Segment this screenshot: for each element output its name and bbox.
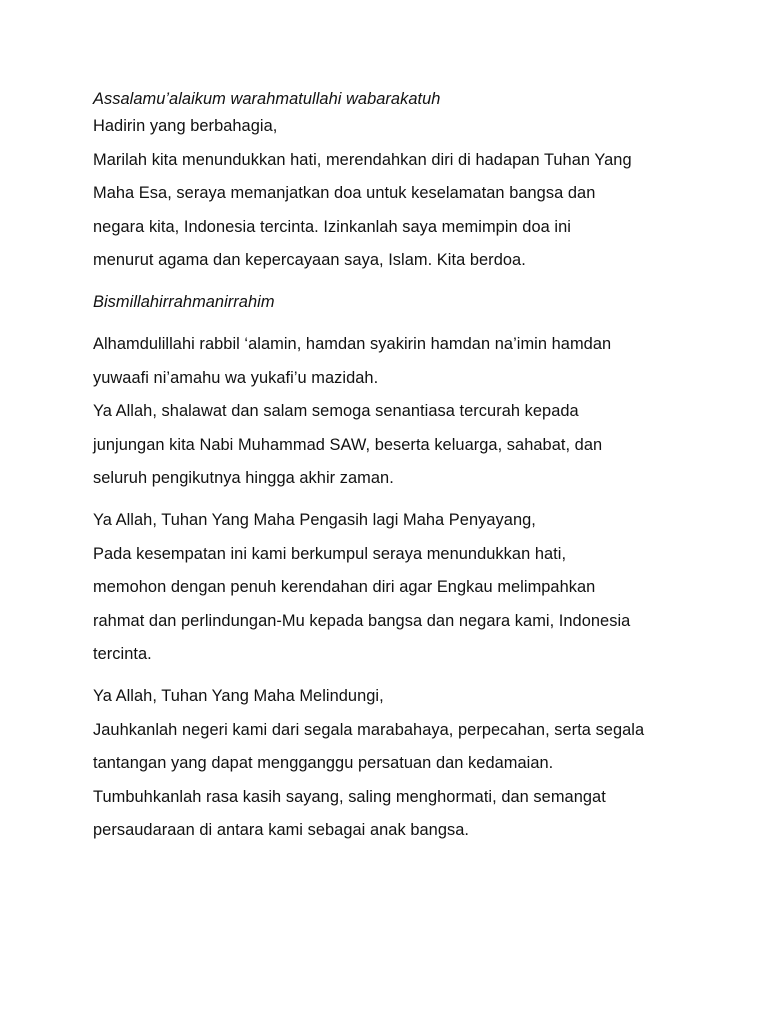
text-line: memohon dengan penuh kerendahan diri agar Engkau melimpahkan: [93, 578, 596, 596]
text-line: tantangan yang dapat mengganggu persatuan dan kedamaian.: [93, 754, 554, 772]
text-line: Maha Esa, seraya memanjatkan doa untuk keselamatan bangsa dan: [93, 184, 596, 202]
text-line: yuwaafi ni’amahu wa yukafi’u mazidah.: [93, 368, 379, 387]
text-line: Alhamdulillahi rabbil ‘alamin, hamdan syakirin hamdan na’imin hamdan: [93, 335, 612, 353]
paragraph-spacer: [93, 282, 683, 291]
text-line: Hadirin yang berbahagia,: [93, 117, 278, 135]
document-body: [93, 87, 683, 852]
paragraph-opening: [93, 114, 683, 282]
paragraph-praise: [93, 332, 683, 500]
text-line: Ya Allah, shalawat dan salam semoga senantiasa tercurah kepada: [93, 402, 579, 420]
paragraph-spacer: [93, 676, 683, 685]
text-line: junjungan kita Nabi Muhammad SAW, beserta keluarga, sahabat, dan: [93, 435, 603, 454]
text-line: Tumbuhkanlah rasa kasih sayang, saling menghormati, dan semangat: [93, 787, 606, 806]
paragraph-spacer: [93, 500, 683, 509]
text-line: negara kita, Indonesia tercinta. Izinkanlah saya memimpin doa ini: [93, 217, 571, 236]
paragraph-spacer: [93, 324, 683, 333]
text-line: Pada kesempatan ini kami berkumpul seraya menundukkan hati,: [93, 544, 567, 563]
bismillah-line: Bismillahirrahmanirrahim: [93, 293, 275, 311]
greeting-line: Assalamu’alaikum warahmatullahi wabarakatuh: [93, 90, 441, 108]
text-line: tercinta.: [93, 645, 152, 663]
paragraph-protection: [93, 684, 683, 852]
text-line: Marilah kita menundukkan hati, merendahkan diri di hadapan Tuhan Yang: [93, 150, 632, 169]
text-line: rahmat dan perlindungan-Mu kepada bangsa dan negara kami, Indonesia: [93, 611, 631, 630]
text-line: persaudaraan di antara kami sebagai anak bangsa.: [93, 821, 469, 839]
text-line: Jauhkanlah negeri kami dari segala marabahaya, perpecahan, serta segala: [93, 720, 645, 739]
text-line: menurut agama dan kepercayaan saya, Islam. Kita berdoa.: [93, 251, 526, 269]
text-line: Ya Allah, Tuhan Yang Maha Melindungi,: [93, 687, 384, 705]
text-line: Ya Allah, Tuhan Yang Maha Pengasih lagi Maha Penyayang,: [93, 511, 536, 529]
text-line: seluruh pengikutnya hingga akhir zaman.: [93, 469, 394, 487]
paragraph-supplication: [93, 508, 683, 676]
